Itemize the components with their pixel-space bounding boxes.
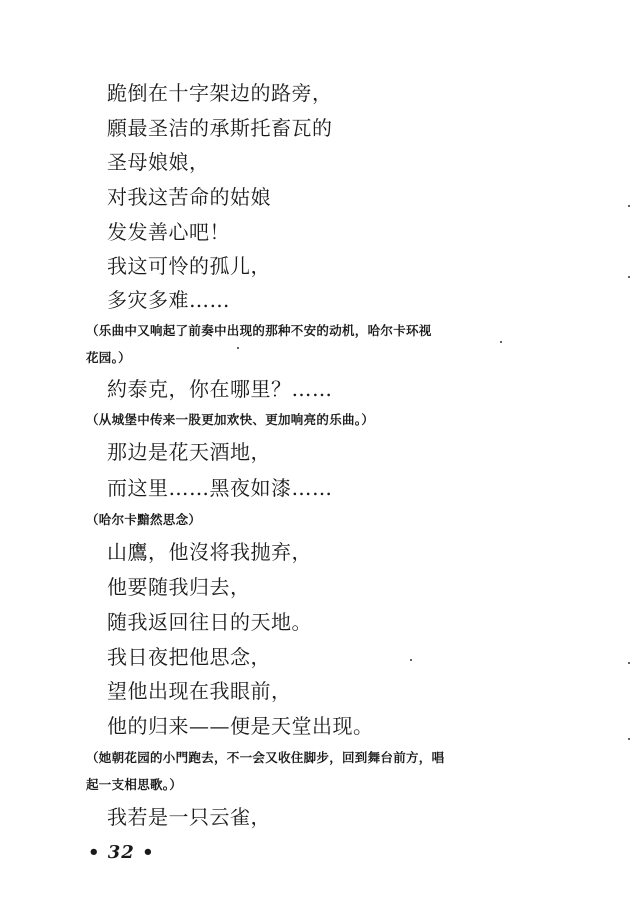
verse-line-3: 圣母娘娘， <box>107 150 210 174</box>
scan-speck <box>628 276 630 278</box>
verse-line-7: 多灾多难…… <box>107 288 230 312</box>
stage-direction-4b: 起一支相思歌。） <box>86 777 183 792</box>
verse-line-13: 随我返回往日的天地。 <box>107 610 312 634</box>
verse-line-6: 我这可怜的孤儿， <box>107 254 271 278</box>
verse-line-9: 那边是花天酒地， <box>107 440 271 464</box>
page-number: • 32 • <box>88 842 155 863</box>
verse-line-12: 他要随我归去， <box>107 575 251 599</box>
stage-direction-1b: 花园。） <box>86 350 131 365</box>
stage-direction-1a: （乐曲中又响起了前奏中出现的那种不安的动机，哈尔卡环视 <box>86 323 432 338</box>
verse-line-16: 他的归来——便是天堂出现。 <box>107 714 374 738</box>
verse-line-15: 望他出现在我眼前， <box>107 679 292 703</box>
scan-speck <box>628 662 630 664</box>
stage-direction-4a: （她朝花园的小門跑去，不一会又收住脚步，回到舞台前方，唱 <box>86 750 445 765</box>
verse-line-17: 我若是一只云雀， <box>107 805 271 829</box>
verse-line-8: 約泰克，你在哪里？…… <box>107 377 333 401</box>
scan-speck <box>410 659 412 661</box>
stage-direction-2: （从城堡中传来一股更加欢快、更加响亮的乐曲。） <box>86 412 375 427</box>
verse-line-2: 願最圣洁的承斯托畜瓦的 <box>107 116 333 140</box>
scan-speck <box>500 341 502 343</box>
scan-speck <box>628 738 630 740</box>
verse-line-5: 发发善心吧！ <box>107 220 230 244</box>
verse-line-10: 而这里……黑夜如漆…… <box>107 476 333 500</box>
scan-speck <box>237 347 239 349</box>
verse-line-4: 对我这苦命的姑娘 <box>107 185 271 209</box>
verse-line-14: 我日夜把他思念， <box>107 645 271 669</box>
stage-direction-3: （哈尔卡黯然思念） <box>86 512 202 527</box>
verse-line-1: 跪倒在十字架边的路旁， <box>107 81 333 105</box>
verse-line-11: 山鷹，他沒将我抛弃， <box>107 540 312 564</box>
scan-speck <box>628 205 630 207</box>
